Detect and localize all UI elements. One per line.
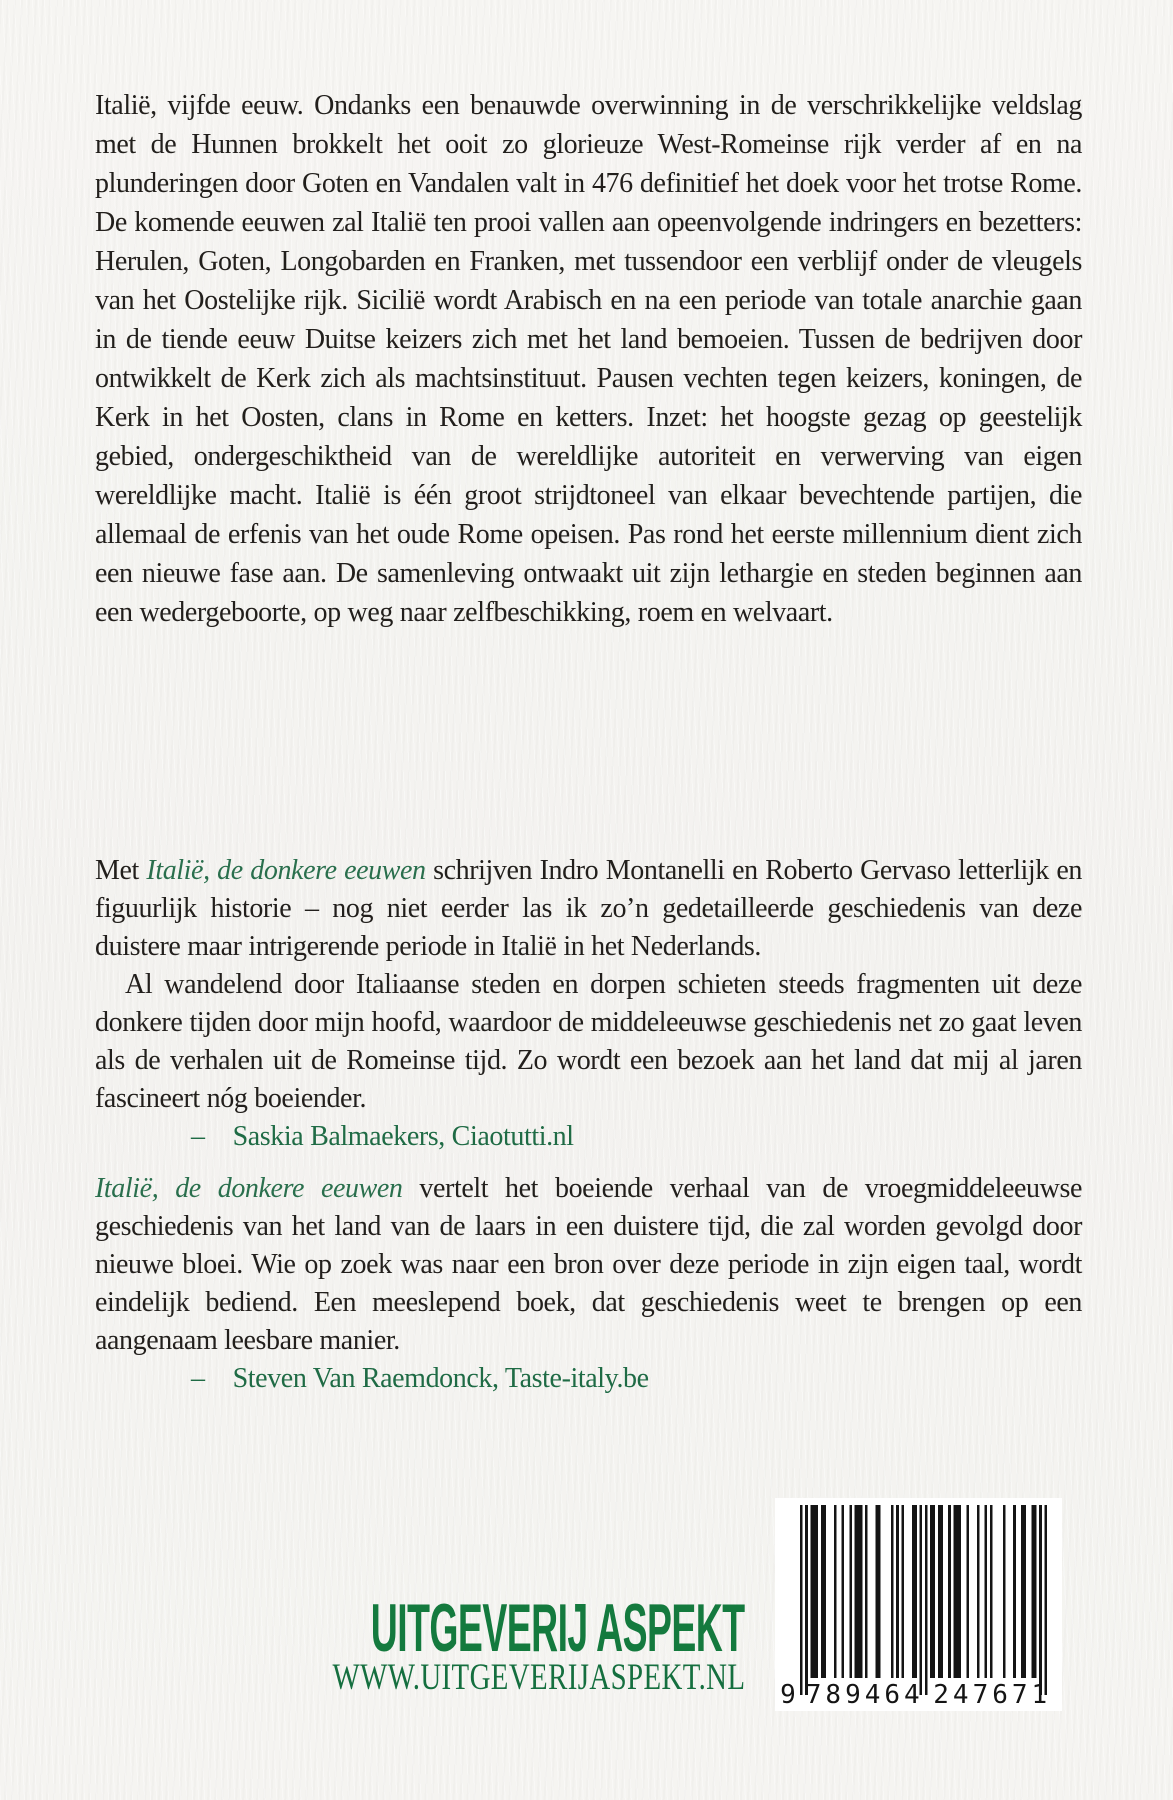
quote-paragraph <box>95 852 1082 966</box>
attribution-source: Saskia Balmaekers, Ciaotutti.nl <box>232 1121 574 1152</box>
attribution-dash: – <box>191 1121 205 1152</box>
book-title: Italië, de donkere eeuwen <box>146 855 426 886</box>
publisher-block <box>65 1590 745 1698</box>
quote-lead: Met <box>95 855 147 886</box>
attribution-dash: – <box>191 1363 205 1394</box>
quote-paragraph <box>95 1170 1082 1360</box>
barcode-digits <box>775 1682 1056 1708</box>
quote-attribution <box>95 1360 1082 1398</box>
review-quote-1 <box>95 852 1082 1156</box>
quote-attribution <box>95 1118 1082 1156</box>
book-title: Italië, de donkere eeuwen <box>95 1173 403 1204</box>
barcode-prefix-digit: 9 <box>780 1680 796 1710</box>
quote-paragraph: Al wandelend door Italiaanse steden en dorpen schieten steeds fragmenten uit deze donkere tijden door mijn hoofd, waardoor de middeleeuwse geschiedenis net zo gaat leven als de verhalen uit de Romeinse tijd. Zo wordt een bezoek aan het land dat mij al jaren fascineert nóg boeiender. <box>95 969 1082 1114</box>
review-quote-2 <box>95 1170 1082 1398</box>
barcode <box>775 1498 1062 1711</box>
attribution-source: Steven Van Raemdonck, Taste-italy.be <box>232 1363 649 1394</box>
synopsis-paragraph: Italië, vijfde eeuw. Ondanks een benauwde overwinning in de verschrikkelijke veldslag met de Hunnen brokkelt het ooit zo glorieuze West-Romeinse rijk verder af en na plunderingen door Goten en Vandalen valt in 476 definitief het doek voor het trotse Rome. De komende eeuwen zal Italië ten prooi vallen aan opeenvolgende indringers en bezetters: Herulen, Goten, Longobarden en Franken, met tussendoor een verblijf onder de vleugels van het Oostelijke rijk. Sicilië wordt Arabisch en na een periode van totale anarchie gaan in de tiende eeuw Duitse keizers zich met het land bemoeien. Tussen de bedrijven door ontwikkelt de Kerk zich als machtsinstituut. Pausen vechten tegen keizers, koningen, de Kerk in het Oosten, clans in Rome en ketters. Inzet: het hoogste gezag op geestelijk gebied, ondergeschiktheid van de wereldlijke autoriteit en verwerving van eigen wereldlijke macht. Italië is één groot strijdtoneel van elkaar bevechtende partijen, die allemaal de erfenis van het oude Rome opeisen. Pas rond het eerste millennium dient zich een nieuwe fase aan. De samenleving ontwaakt uit zijn lethargie en steden beginnen aan een wedergeboorte, op weg naar zelfbeschikking, roem en welvaart. <box>95 90 1082 628</box>
barcode-digit-group-1: 789464 <box>805 1680 924 1710</box>
barcode-digit-group-2: 247671 <box>933 1680 1052 1710</box>
quote-text: vertelt het boeiende verhaal van de vroegmiddeleeuwse geschiedenis van het land van de laars in een duistere tijd, die zal worden gevolgd door nieuwe bloei. Wie op zoek was naar een bron over deze periode in zijn eigen taal, wordt eindelijk bediend. Een meeslepend boek, dat geschiedenis weet te brengen op een aangenaam leesbare manier. <box>95 1173 1083 1356</box>
publisher-website: WWW.UITGEVERIJASPEKT.NL <box>332 1657 745 1698</box>
barcode-bars <box>800 1505 1047 1695</box>
quote-text: schrijven Indro Montanelli en Roberto Gervaso letterlijk en figuurlijk historie – nog niet eerder las ik zo’n gedetailleerde geschiedenis van deze duistere maar intrigerende periode in Italië in het Nederlands. <box>95 855 1083 962</box>
publisher-name: UITGEVERIJ ASPEKT <box>371 1590 745 1666</box>
publisher-website-line <box>65 1657 745 1698</box>
